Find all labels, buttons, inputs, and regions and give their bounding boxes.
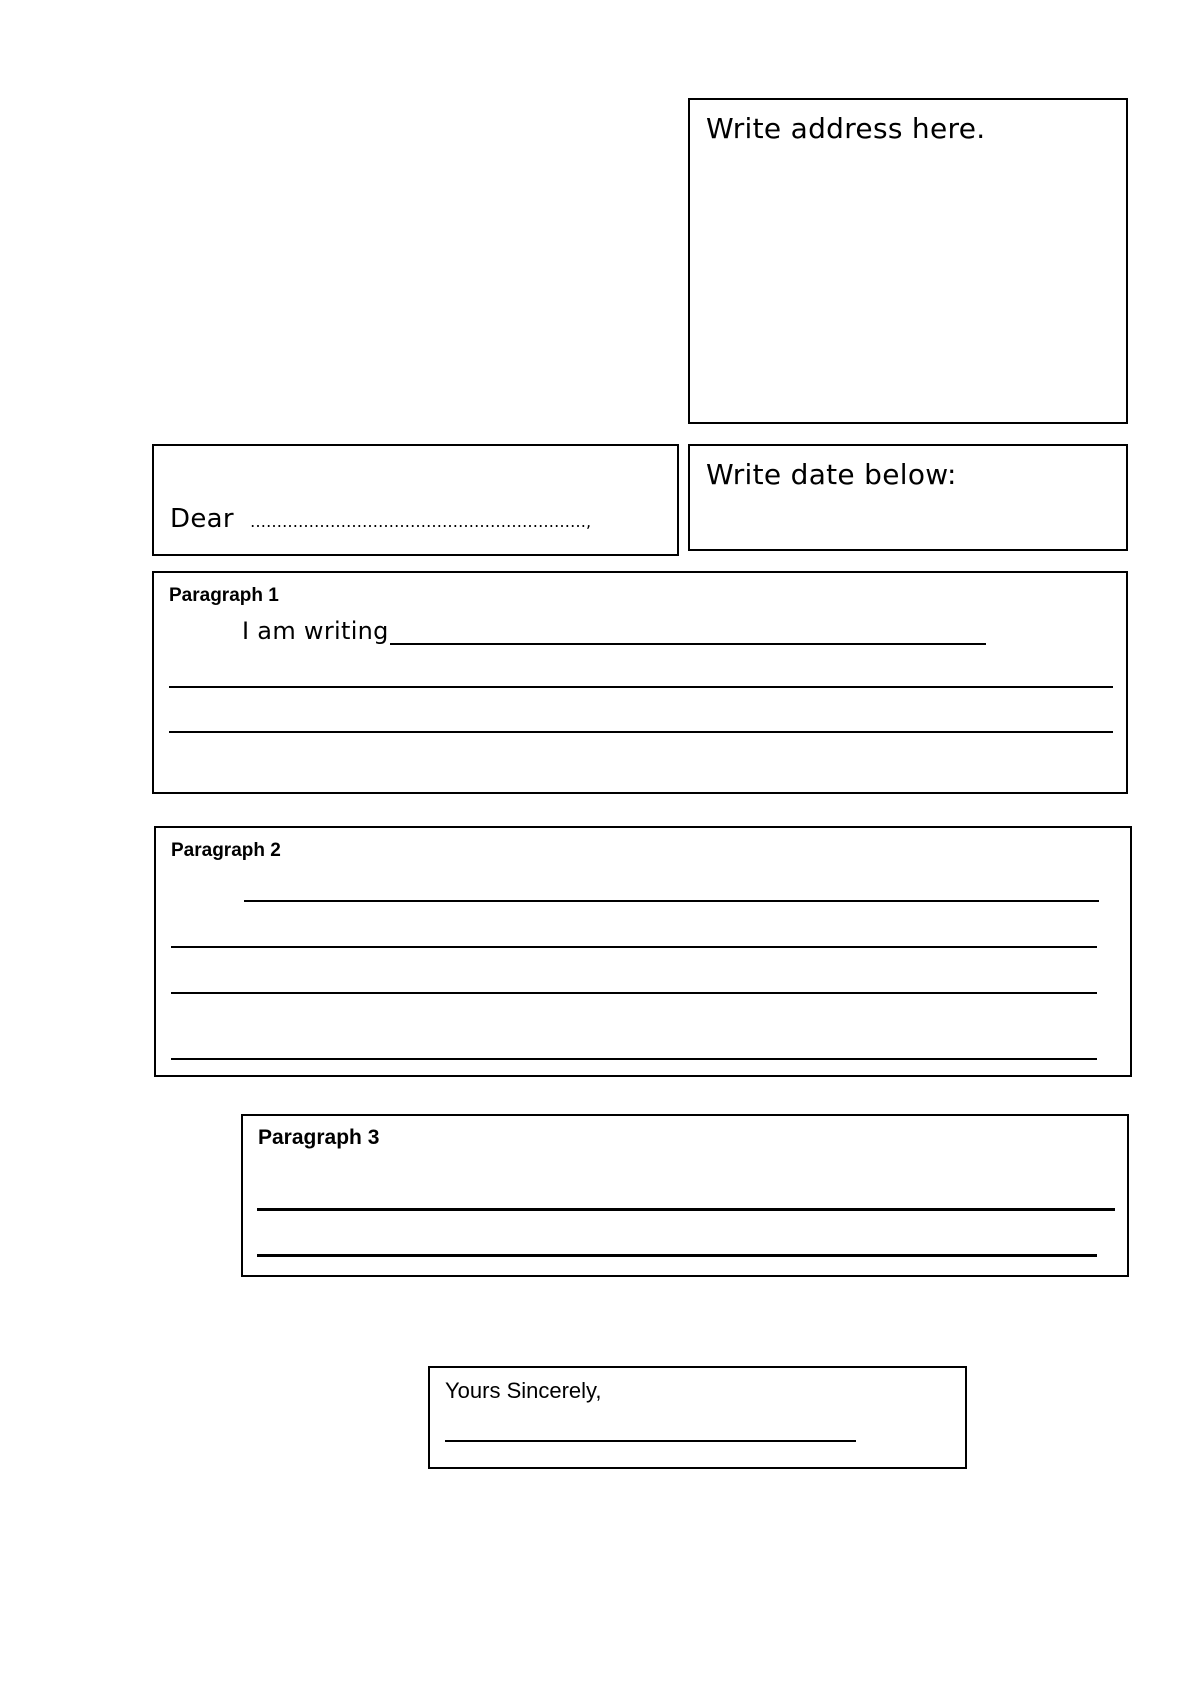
- date-box[interactable]: [688, 444, 1128, 551]
- salutation-greeting: Dear: [170, 504, 234, 534]
- signoff-box[interactable]: [428, 1366, 967, 1469]
- paragraph-1-line-3[interactable]: [169, 731, 1113, 733]
- paragraph-3-heading: Paragraph 3: [258, 1126, 380, 1149]
- paragraph-2-box[interactable]: [154, 826, 1132, 1077]
- paragraph-2-line-1[interactable]: [244, 900, 1099, 902]
- salutation-name-blank: ………………………………………………………,: [250, 512, 592, 531]
- paragraph-1-opening: I am writing: [242, 617, 389, 645]
- paragraph-3-line-1[interactable]: [257, 1208, 1115, 1211]
- paragraph-1-line-1[interactable]: [390, 643, 986, 645]
- salutation-box[interactable]: [152, 444, 679, 556]
- paragraph-2-line-3[interactable]: [171, 992, 1097, 994]
- address-box[interactable]: [688, 98, 1128, 424]
- paragraph-1-line-2[interactable]: [169, 686, 1113, 688]
- address-prompt: Write address here.: [706, 112, 986, 145]
- paragraph-2-line-4[interactable]: [171, 1058, 1097, 1060]
- paragraph-2-line-2[interactable]: [171, 946, 1097, 948]
- paragraph-3-box[interactable]: [241, 1114, 1129, 1277]
- paragraph-2-heading: Paragraph 2: [171, 840, 281, 861]
- paragraph-3-line-2[interactable]: [257, 1254, 1097, 1257]
- paragraph-1-heading: Paragraph 1: [169, 585, 279, 606]
- paragraph-1-box[interactable]: [152, 571, 1128, 794]
- signoff-closing: Yours Sincerely,: [445, 1378, 602, 1403]
- date-prompt: Write date below:: [706, 458, 957, 491]
- signature-line[interactable]: [445, 1440, 856, 1442]
